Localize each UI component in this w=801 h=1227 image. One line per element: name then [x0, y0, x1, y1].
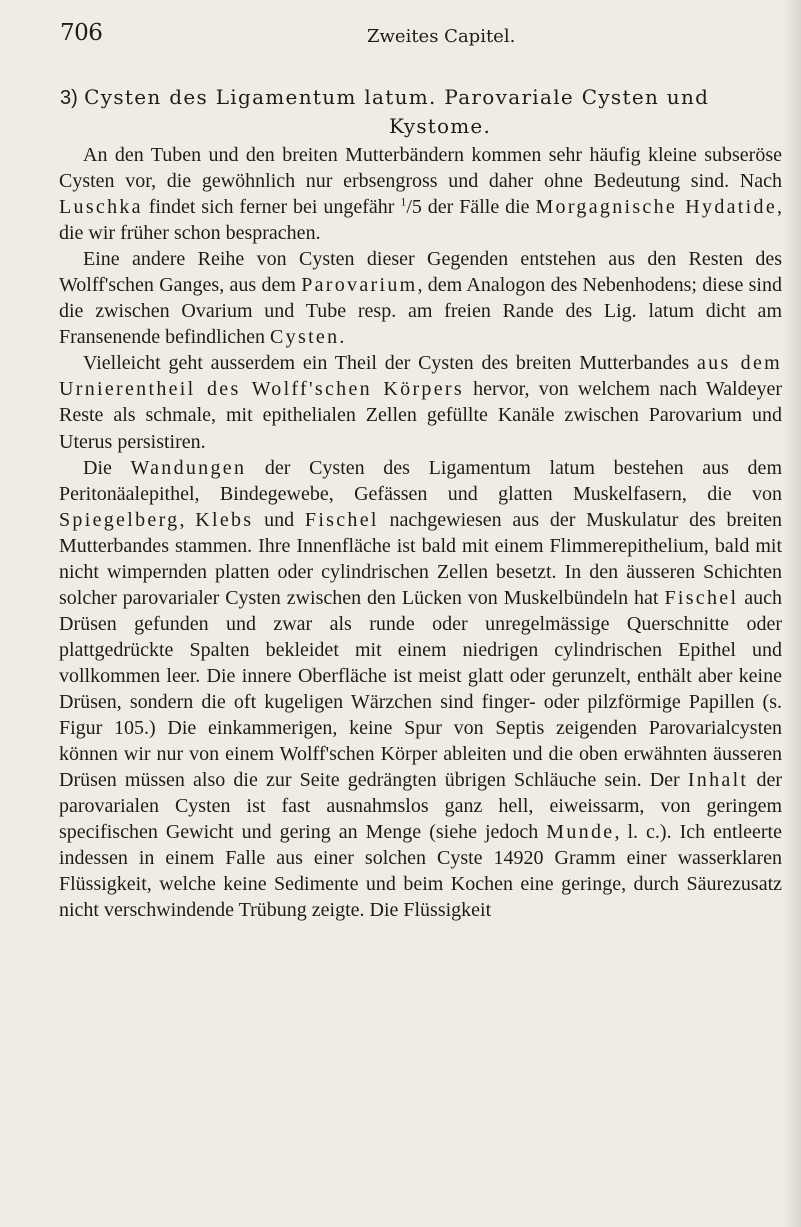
text-run: auch Drüsen gefunden und zwar als runde oder unregelmässige Querschnitte oder plattgedrückte Spalten bekleidet mit einem niedrigen cylindrischen Epithel und vollkommen leer. Die innere Oberfläche ist meist glatt oder gerunzelt, enthält aber keine Drüsen, sondern die oft kugeligen Wärzchen sind finger- oder pilzförmige Papillen (s. Figur 105.) Die einkammerigen, keine Spur von Septis zeigenden Parovarialcysten können wir nur von einem Wolff'schen Körper ableiten und die oben erwähnten äusseren Drüsen müssen also die zur Seite gedrängten übrigen Schläuche sein. Der	[59, 586, 782, 792]
page-edge-shadow	[783, 0, 801, 1227]
text-run: Die	[83, 456, 131, 479]
text-run: und	[253, 508, 305, 531]
body-text	[59, 142, 782, 923]
spaced-emphasis: Munde	[546, 821, 615, 844]
text-run: Eine andere Reihe von Cysten dieser Gegenden entstehen aus den Resten des Wolff'schen Ganges, aus dem	[59, 248, 782, 297]
spaced-emphasis: Fischel	[664, 586, 739, 609]
text-run: , die wir früher schon besprachen.	[59, 196, 782, 245]
text-run: hervor, von welchem nach Waldeyer Reste als schmale, mit epithelialen Zellen gefüllte Kanäle zwischen Parovarium und Uterus persistiren.	[59, 378, 782, 453]
section-number: 3)	[60, 87, 78, 109]
paragraph	[59, 350, 782, 454]
spaced-emphasis: Wandungen	[130, 456, 247, 479]
text-run: /5 der Fälle die	[406, 196, 536, 219]
spaced-emphasis: aus dem Urnierentheil des Wolff'schen Körpers	[59, 352, 782, 401]
text-run: , dem Analogon des Nebenhodens; diese sind die zwischen Ovarium und Tube resp. am freien Rande des Lig. latum dicht am Fransenende befindlichen	[59, 274, 782, 349]
text-run: findet sich ferner bei ungefähr	[142, 196, 401, 219]
fraction-numerator: 1	[400, 194, 407, 209]
section-title-continuation: Kystome.	[388, 114, 492, 138]
section-title: Cysten des Ligamentum latum. Parovariale Cysten und	[84, 85, 710, 109]
spaced-emphasis: Morgagnische Hydatide	[535, 196, 777, 219]
text-run: nachgewiesen aus der Muskulatur des breiten Mutterbandes stammen. Ihre Innenfläche ist bald mit einem Flimmerepithelium, bald mit nicht wimpernden platten oder cylindrischen Zellen besetzt. In den äusseren Schichten solcher parovarialer Cysten zwischen den Lücken von Muskelbündeln hat	[59, 508, 783, 609]
spaced-emphasis: Luschka	[59, 196, 143, 219]
paragraph	[59, 142, 782, 246]
spaced-emphasis: Parovarium	[301, 274, 418, 297]
paragraph	[59, 246, 782, 350]
text-run: An den Tuben und den breiten Mutterbändern kommen sehr häufig kleine subseröse Cysten vor, die gewöhnlich nur erbsengross und daher ohne Bedeutung sind. Nach	[59, 144, 782, 193]
text-run: Vielleicht geht ausserdem ein Theil der Cysten des breiten Mutterbandes	[83, 352, 697, 375]
text-run: .	[339, 326, 345, 349]
spaced-emphasis: Cysten	[270, 326, 340, 349]
text-run: , l. c.). Ich entleerte indessen in einem Falle aus einer solchen Cyste 14920 Gramm einer wasserklaren Flüssigkeit, welche keine Sedimente und beim Kochen eine geringe, durch Säurezusatz nicht verschwindende Trübung zeigte. Die Flüssigkeit	[59, 821, 782, 922]
text-run: der parovarialen Cysten ist fast ausnahmslos ganz hell, eiweissarm, von geringem specifischen Gewicht und gering an Menge (siehe jedoch	[59, 769, 782, 844]
text-run: ,	[179, 508, 196, 531]
spaced-emphasis: Fischel	[304, 508, 379, 531]
paragraph	[59, 455, 782, 924]
text-run: der Cysten des Ligamentum latum bestehen aus dem Peritonäalepithel, Bindegewebe, Gefässen und glatten Muskelfasern, die von	[59, 456, 782, 505]
running-title: Zweites Capitel.	[367, 26, 516, 47]
section-heading	[60, 83, 780, 140]
spaced-emphasis: Inhalt	[687, 769, 749, 792]
spaced-emphasis: Klebs	[195, 508, 254, 531]
page-number: 706	[60, 20, 103, 46]
spaced-emphasis: Spiegelberg	[59, 508, 180, 531]
